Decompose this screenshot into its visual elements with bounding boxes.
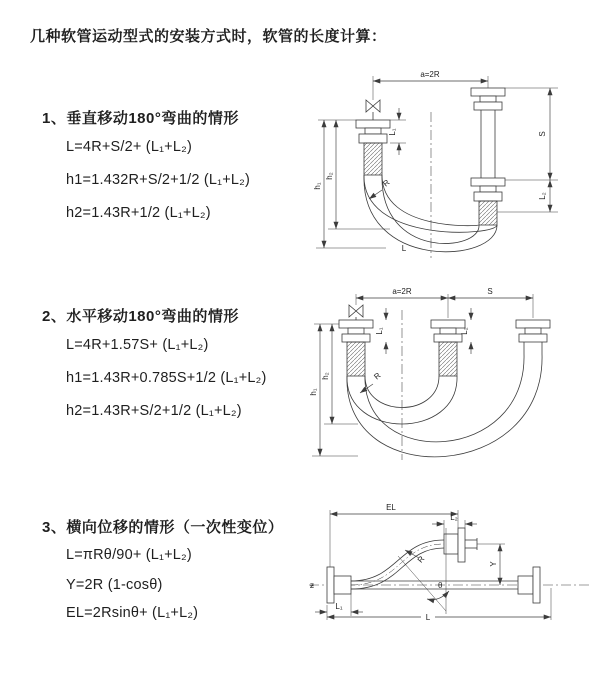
valve-icon xyxy=(366,100,380,120)
dim-label-h2: h₂ xyxy=(321,372,330,380)
figure-horizontal-180-diagram xyxy=(298,284,590,464)
centerline-mark: ƶ xyxy=(310,581,314,590)
dim-label-a2r: a=2R xyxy=(420,70,440,79)
page-title: 几种软管运动型式的安装方式时，软管的长度计算： xyxy=(30,28,387,45)
dim-label-y: Y xyxy=(489,561,498,567)
section-3-formula-EL: EL=2Rsinθ+ (L₁+L₂) xyxy=(66,605,199,621)
construction-lines xyxy=(398,528,449,614)
dimension-lines xyxy=(315,510,551,620)
dimension-lines xyxy=(316,76,558,248)
radius-label: R xyxy=(372,370,383,382)
right-pipe-fitting xyxy=(471,88,505,225)
section-1-formula-L: L=4R+S/2+ (L₁+L₂) xyxy=(66,139,192,155)
section-3-formula-L: L=πRθ/90+ (L₁+L₂) xyxy=(66,547,192,563)
s-curve-hose xyxy=(351,540,444,589)
dim-label-l: L xyxy=(425,613,431,622)
figure-vertical-180-diagram xyxy=(298,64,590,262)
section-3-formula-Y: Y=2R (1-cosθ) xyxy=(66,577,163,593)
section-2-formula-h1: h1=1.43R+0.785S+1/2 (L₁+L₂) xyxy=(66,370,267,386)
section-2-heading: 2、水平移动180°弯曲的情形 xyxy=(42,308,239,325)
left-flange xyxy=(327,567,351,603)
radius-label: R xyxy=(381,177,392,189)
radius-label: R xyxy=(415,554,427,565)
section-2-formula-h2: h2=1.43R+S/2+1/2 (L₁+L₂) xyxy=(66,403,242,419)
section-1-formula-h2: h2=1.43R+1/2 (L₁+L₂) xyxy=(66,205,211,221)
dim-label-l2: L₂ xyxy=(538,192,547,200)
dim-label-s: S xyxy=(487,287,493,296)
dim-label-el: EL xyxy=(386,503,396,512)
figure-lateral-displacement-diagram xyxy=(303,498,595,622)
length-label: L xyxy=(401,244,407,253)
dim-label-a2r: a=2R xyxy=(392,287,412,296)
hose-u-bends xyxy=(364,175,497,252)
section-1-formula-h1: h1=1.432R+S/2+1/2 (L₁+L₂) xyxy=(66,172,251,188)
dim-label-l2: L₂ xyxy=(460,327,469,335)
dim-label-s: S xyxy=(538,131,547,137)
shifted-pipe-fitting xyxy=(516,320,550,354)
dim-label-l1: L₁ xyxy=(335,602,343,611)
dim-label-h1: h₁ xyxy=(309,388,318,396)
dim-label-h2: h₂ xyxy=(325,172,334,180)
section-2-formula-L: L=4R+1.57S+ (L₁+L₂) xyxy=(66,337,209,353)
dimension-lines xyxy=(312,294,533,456)
dim-label-l1: L₁ xyxy=(388,128,397,136)
angle-label: θ xyxy=(438,581,443,590)
dim-label-l2: L₂ xyxy=(450,513,458,522)
right-flange xyxy=(518,567,540,603)
left-pipe-fitting xyxy=(356,120,390,175)
valve-icon xyxy=(349,305,363,320)
upper-flange xyxy=(444,528,477,562)
dim-label-h1: h₁ xyxy=(313,182,322,190)
dim-label-l1: L₁ xyxy=(375,327,384,335)
section-1-heading: 1、垂直移动180°弯曲的情形 xyxy=(42,110,239,127)
section-3-heading: 3、横向位移的情形（一次性变位） xyxy=(42,519,284,536)
left-pipe-fitting xyxy=(339,320,373,376)
